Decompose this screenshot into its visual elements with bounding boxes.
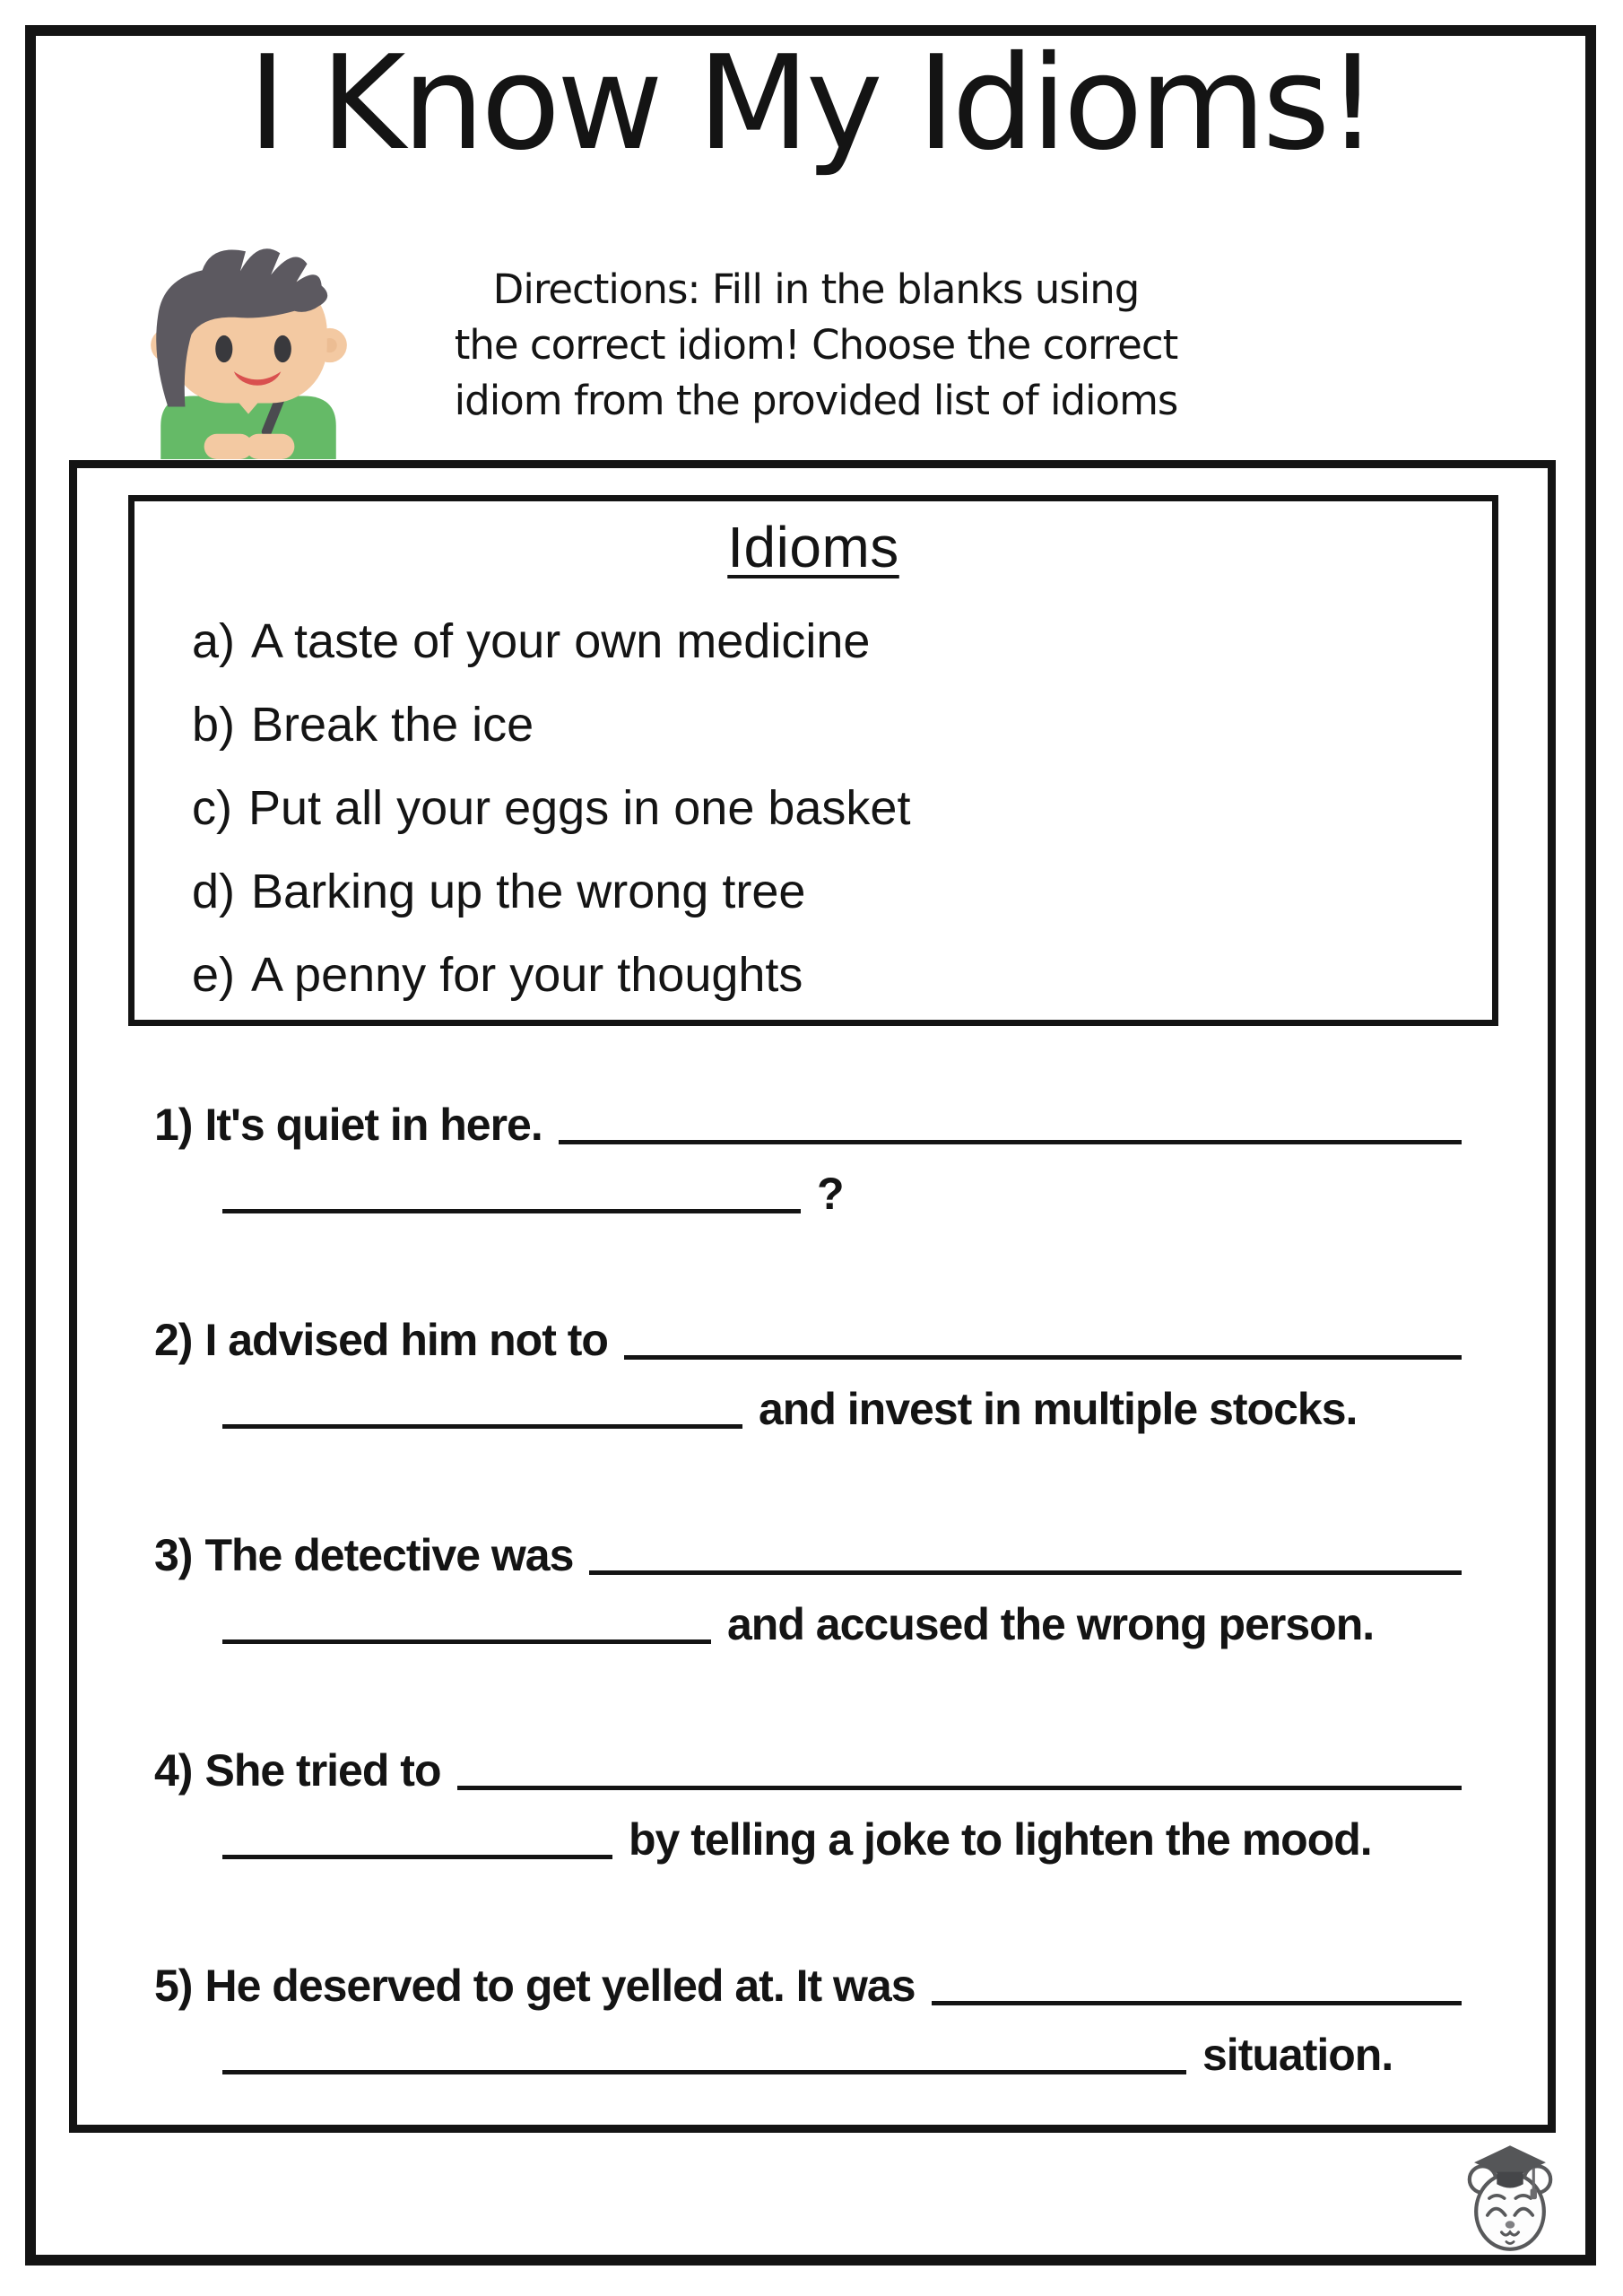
question-line: [154, 2012, 1462, 2081]
question-line: [154, 1581, 1462, 1650]
question-number: 1): [154, 1100, 193, 1150]
answer-blank: [559, 1095, 1462, 1144]
question-lead-text: She tried to: [204, 1745, 441, 1796]
question-lead-text: He deserved to get yelled at. It was: [204, 1961, 916, 2011]
question-line: [154, 1943, 1462, 2012]
answer-blank: [624, 1310, 1462, 1360]
question-line: [154, 1796, 1462, 1866]
question-line: [154, 1151, 1462, 1220]
question-line: [154, 1297, 1462, 1366]
question-1: [154, 1082, 1462, 1220]
answer-blank: [457, 1741, 1462, 1790]
question-line: [154, 1512, 1462, 1581]
idiom-option-label: a): [192, 614, 236, 668]
question-5: [154, 1943, 1462, 2081]
answer-blank: [222, 1810, 612, 1859]
question-tail-text: and invest in multiple stocks.: [759, 1384, 1358, 1434]
answer-blank: [589, 1526, 1462, 1575]
idiom-option-text: Break the ice: [251, 698, 534, 752]
idiom-option-text: A taste of your own medicine: [251, 614, 871, 668]
idiom-option-label: b): [192, 698, 236, 752]
answer-blank: [222, 1595, 711, 1644]
idiom-option-text: A penny for your thoughts: [251, 948, 803, 1002]
answer-blank: [222, 1164, 801, 1213]
answer-blank: [222, 2025, 1186, 2074]
directions-line: the correct idiom! Choose the correct: [454, 321, 1178, 369]
word-bank-list: [135, 600, 1492, 1017]
idiom-option-e: [192, 934, 1492, 1017]
idiom-option-label: e): [192, 948, 236, 1002]
graduate-panda-icon: [1460, 2142, 1560, 2253]
question-number: 4): [154, 1745, 193, 1796]
idiom-option-text: Put all your eggs in one basket: [247, 781, 911, 835]
question-number: 2): [154, 1315, 193, 1365]
question-3: [154, 1512, 1462, 1650]
idiom-option-c: [192, 767, 1492, 850]
idiom-option-label: d): [192, 865, 236, 918]
question-number: 3): [154, 1530, 193, 1580]
question-tail-text: by telling a joke to lighten the mood.: [629, 1814, 1372, 1865]
question-lead-text: I advised him not to: [204, 1315, 608, 1365]
question-line: [154, 1727, 1462, 1796]
worksheet-body-box: [69, 460, 1556, 2133]
page-title: I Know My Idioms!: [247, 28, 1376, 179]
idiom-option-d: [192, 850, 1492, 934]
idiom-option-text: Barking up the wrong tree: [251, 865, 806, 918]
question-2: [154, 1297, 1462, 1435]
directions-line: Directions: Fill in the blanks using: [492, 265, 1140, 313]
idiom-option-a: [192, 600, 1492, 683]
word-bank-title: Idioms: [727, 515, 899, 579]
question-tail-text: situation.: [1202, 2030, 1393, 2080]
question-lead-text: It's quiet in here.: [204, 1100, 542, 1150]
question-line: [154, 1366, 1462, 1435]
directions-text: [296, 262, 1336, 429]
answer-blank: [932, 1956, 1462, 2005]
questions-list: [154, 1082, 1462, 2158]
directions-line: idiom from the provided list of idioms: [454, 377, 1178, 424]
question-4: [154, 1727, 1462, 1866]
idiom-option-b: [192, 683, 1492, 767]
idioms-word-bank: [128, 495, 1498, 1026]
question-tail-text: ?: [817, 1169, 844, 1219]
question-tail-text: and accused the wrong person.: [727, 1599, 1375, 1649]
idiom-option-label: c): [192, 781, 232, 835]
question-lead-text: The detective was: [204, 1530, 574, 1580]
question-line: [154, 1082, 1462, 1151]
question-number: 5): [154, 1961, 193, 2011]
answer-blank: [222, 1379, 742, 1429]
